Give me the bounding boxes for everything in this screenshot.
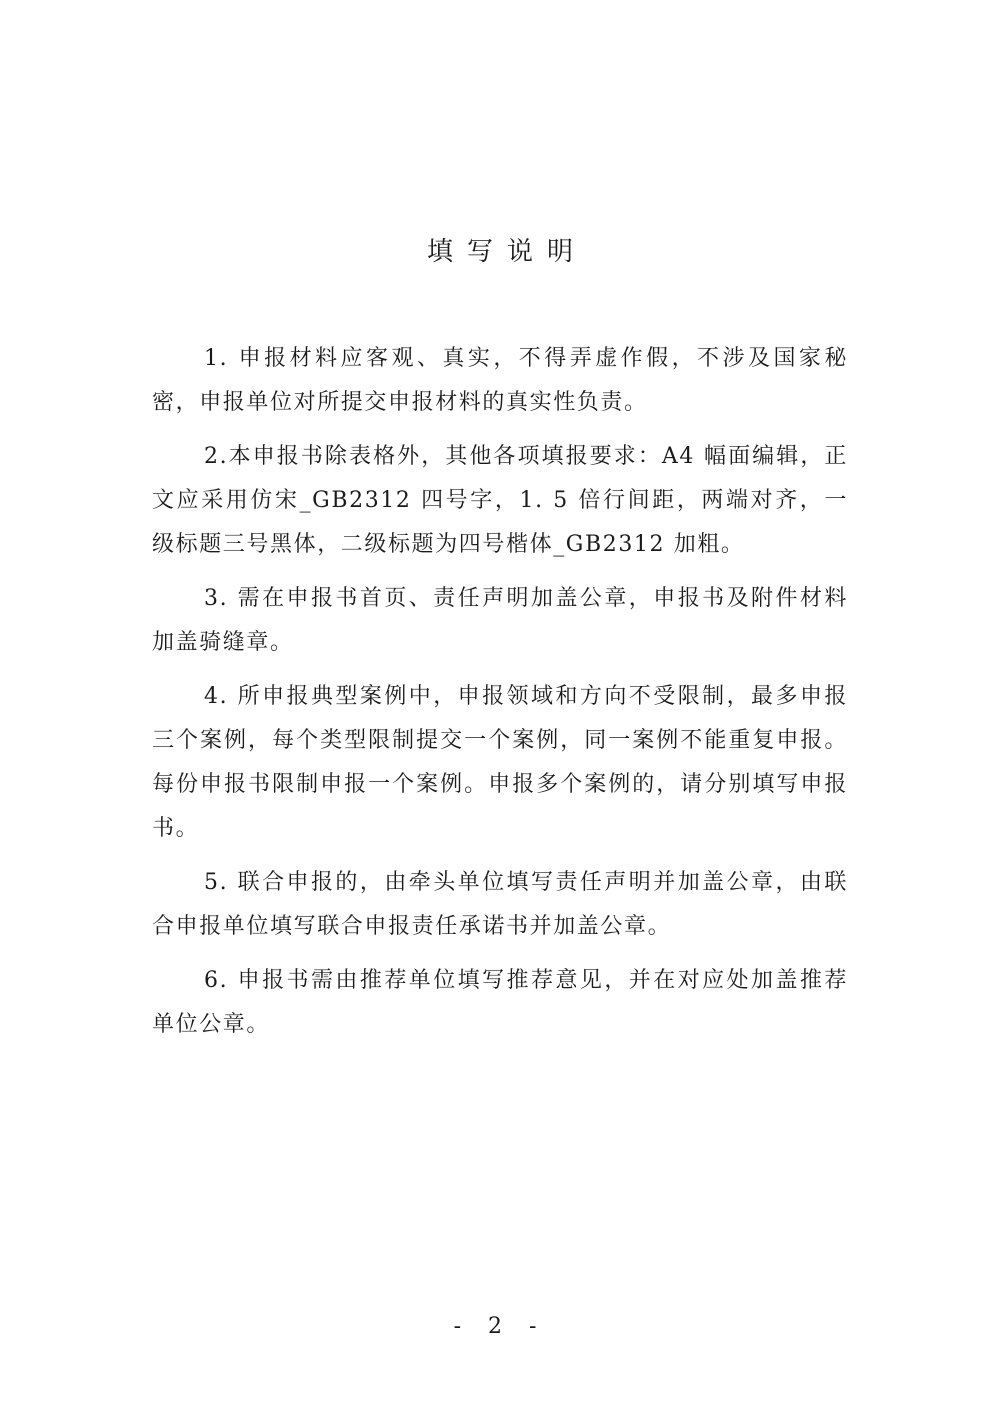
- instruction-item-4: 4. 所申报典型案例中，申报领域和方向不受限制，最多申报三个案例，每个类型限制提交一个案例，同一案例不能重复申报。每份申报书限制申报一个案例。申报多个案例的，请分别填写申报书。: [152, 684, 848, 841]
- page-title: 填写说明: [426, 237, 587, 267]
- instruction-item-5: 5. 联合申报的，由牵头单位填写责任声明并加盖公章，由联合申报单位填写联合申报责任承诺书并加盖公章。: [152, 870, 848, 939]
- instruction-item-1: 1. 申报材料应客观、真实，不得弄虚作假，不涉及国家秘密，申报单位对所提交申报材料的真实性负责。: [152, 346, 848, 415]
- page-number: - 2 -: [453, 1314, 547, 1339]
- instructions-body: [152, 337, 848, 1057]
- instruction-item-6: 6. 申报书需由推荐单位填写推荐意见，并在对应处加盖推荐单位公章。: [152, 968, 848, 1037]
- instruction-item-3: 3. 需在申报书首页、责任声明加盖公章，申报书及附件材料加盖骑缝章。: [152, 586, 848, 655]
- instruction-item-2: 2.本申报书除表格外，其他各项填报要求：A4 幅面编辑，正文应采用仿宋_GB2312 四号字，1. 5 倍行间距，两端对齐，一级标题三号黑体，二级标题为四号楷体_GB2312 加粗。: [152, 444, 848, 557]
